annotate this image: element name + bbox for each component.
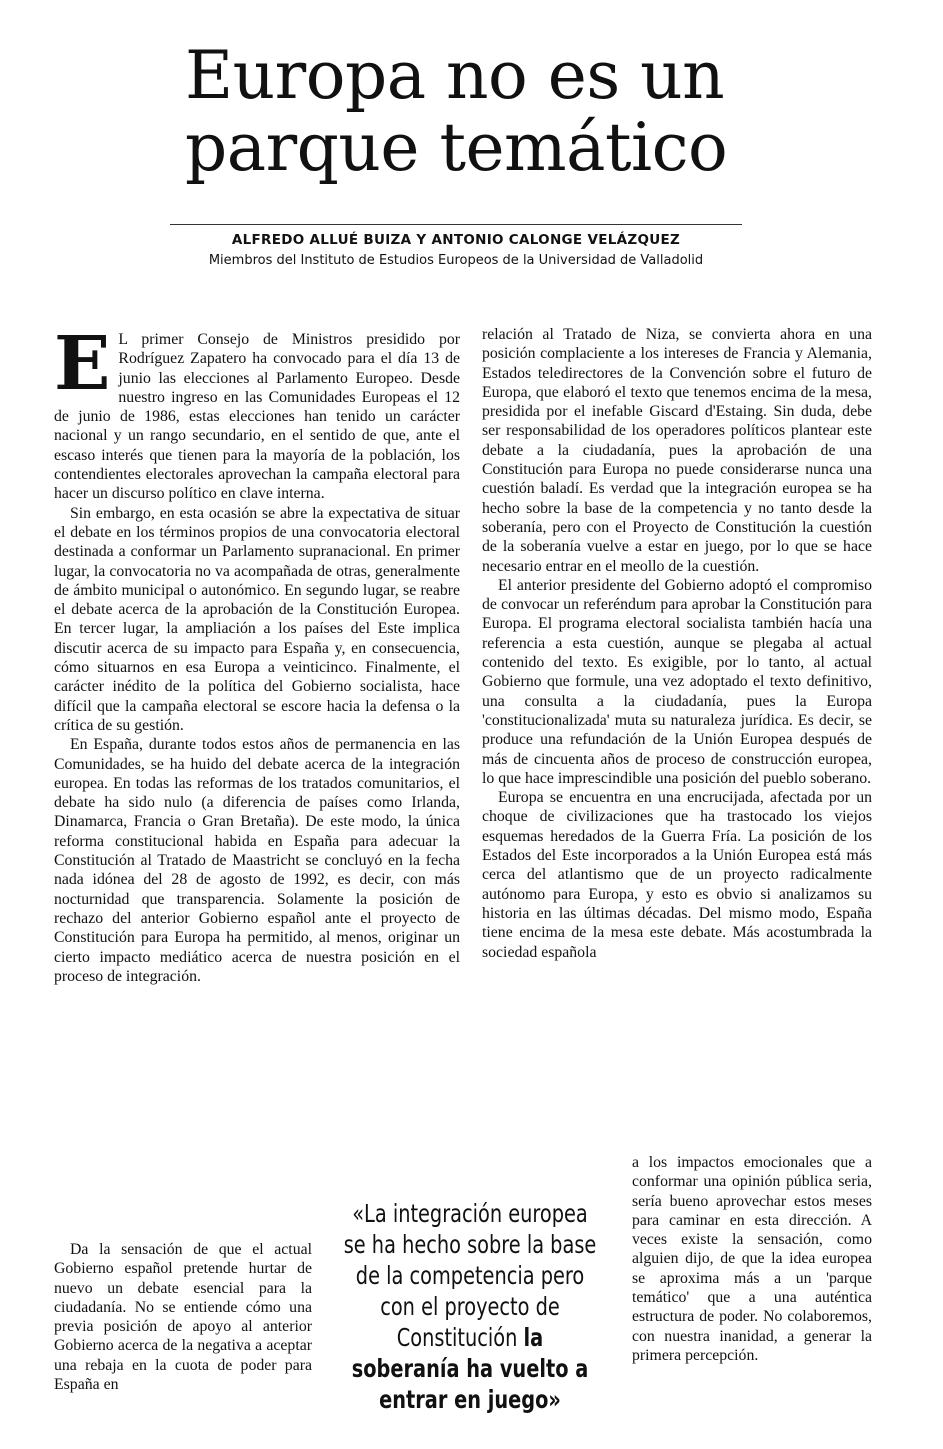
article-paragraph-6: El anterior presidente del Gobierno adoptó el compromiso de convocar un referéndum para aprobar la Constitución para Europa. El programa electoral socialista también hacía una referencia a esta cuestión, aunque se plegaba al actual contenido del texto. Es exigible, por lo tanto, al actual Gobierno que formule, una vez adoptado el texto definitivo, una consulta a la ciudadanía, pues la Europa 'constitucionalizada' muta su naturaleza jurídica. Es decir, se produce una refundación de la Unión Europea después de más de cincuenta años de proceso de construcción europea, lo que hace imprescindible una posición del pueblo soberano. (482, 576, 872, 787)
byline-rule (170, 224, 742, 225)
article-column-1 (54, 321, 460, 986)
article-paragraph-8: a los impactos emocionales que a conformar una opinión pública seria, sería bueno aprovechar estos meses para caminar en esta dirección. A veces existe la sensación, como alguien dijo, de que la idea europea se aproxima más a un 'parque temático' que a una auténtica estructura de poder. No colaboremos, con nuestra inanidad, a generar la primera percepción. (632, 1154, 872, 1364)
pull-quote (343, 1198, 598, 1415)
article-paragraph-7: Europa se encuentra en una encrucijada, afectada por un choque de civilizaciones que ha trastocado los viejos esquemas heredados de la Guerra Fría. La posición de los Estados del Este incorporados a la Unión Europea está más cerca del atlantismo que de un proyecto radicalmente autónomo para Europa, y esto es obvio si analizamos su historia en las últimas décadas. Del mismo modo, España tiene encima de la mesa este debate. Más acostumbrada la sociedad española (482, 789, 872, 961)
article-paragraph-3: En España, durante todos estos años de permanencia en las Comunidades, se ha huido del debate acerca de la integración europea. En todas las reformas de los tratados comunitarios, el debate ha sido nulo (a diferencia de países como Irlanda, Dinamarca, Francia o Gran Bretaña). De este modo, la única reforma constitucional habida en España para adecuar la Constitución al Tratado de Maastricht se concluyó en la fecha nada idónea del 28 de agosto de 1992, es decir, con más nocturnidad que transparencia. Solamente la posición de rechazo del anterior Gobierno español ante el proyecto de Constitución para Europa ha permitido, al menos, originar un cierto impacto mediático acerca de nuestra posición en el proceso de integración. (54, 736, 460, 985)
byline-affiliation: Miembros del Instituto de Estudios Europeos de la Universidad de Valladolid (208, 253, 704, 268)
article-column-2 (482, 325, 872, 962)
headline-line-2: parque temático (185, 109, 728, 186)
pull-quote-regular: «La integración europea se ha hecho sobre la base de la competencia pero con el proyecto de Constitución (343, 1199, 597, 1352)
article-paragraph-2: Sin embargo, en esta ocasión se abre la expectativa de situar el debate en los términos propios de una convocatoria electoral destinada a conformar un Parlamento supranacional. En primer lugar, la convocatoria no va acompañada de otras, generalmente de ámbito municipal o autonómico. En segundo lugar, se reabre el debate acerca de la aprobación de la Constitución Europea. En tercer lugar, la ampliación a los países del Este implica discutir acerca de su impacto para España y, en consecuencia, cómo situarnos en esa Europa a veinticinco. Finalmente, el carácter inédito de la política del Gobierno socialista, hace difícil que la campaña electoral se escore hacia la defensa o la crítica de su gestión. (54, 504, 460, 734)
paragraph-1-text: L primer Consejo de Ministros presidido por Rodríguez Zapatero ha convocado para el día 13 de junio las elecciones al Parlamento Europeo. Desde nuestro ingreso en las Comunidades Europeas el 12 de junio de 1986, estas elecciones han tenido un carácter nacional y un rango secundario, en el sentido de que, ante el escaso interés que tienen para la mayoría de la población, los contendientes electorales aprovechan la campaña electoral para hacer un discurso político en clave interna. (54, 331, 460, 503)
article-column-2-lower (632, 1153, 872, 1365)
article-paragraph-1 (54, 321, 460, 504)
headline (185, 37, 785, 186)
article-column-1-lower (54, 1240, 312, 1394)
headline-line-1: Europa no es un (185, 37, 725, 114)
article-paragraph-5: relación al Tratado de Niza, se convierta ahora en una posición complaciente a los intereses de Francia y Alemania, Estados teledirectores de la Convención sobre el futuro de Europa, que elaboró el texto que tenemos encima de la mesa, presidida por el inefable Giscard d'Estaing. Sin duda, debe ser responsabilidad de los operadores políticos plantear este debate a la ciudadanía, pues la aprobación de una Constitución para Europa no puede considerarse nunca una cuestión baladí. Es verdad que la integración europea se ha hecho sobre la base de la competencia y no tanto desde la soberanía, pero con el Proyecto de Constitución la cuestión de la soberanía vuelve a estar en juego, por lo que se hace necesario entrar en el meollo de la cuestión. (482, 326, 872, 575)
byline-authors: ALFREDO ALLUÉ BUIZA Y ANTONIO CALONGE VELÁZQUEZ (231, 232, 681, 248)
pull-quote-bold: la soberanía ha vuelto a entrar en juego» (351, 1323, 589, 1414)
drop-cap: E (54, 321, 111, 407)
article-paragraph-4: Da la sensación de que el actual Gobierno español pretende hurtar de nuevo un debate esencial para la ciudadanía. No se entiende cómo una previa posición de apoyo al anterior Gobierno acerca de la negativa a aceptar una rebaja en la cuota de poder para España en (54, 1241, 312, 1394)
